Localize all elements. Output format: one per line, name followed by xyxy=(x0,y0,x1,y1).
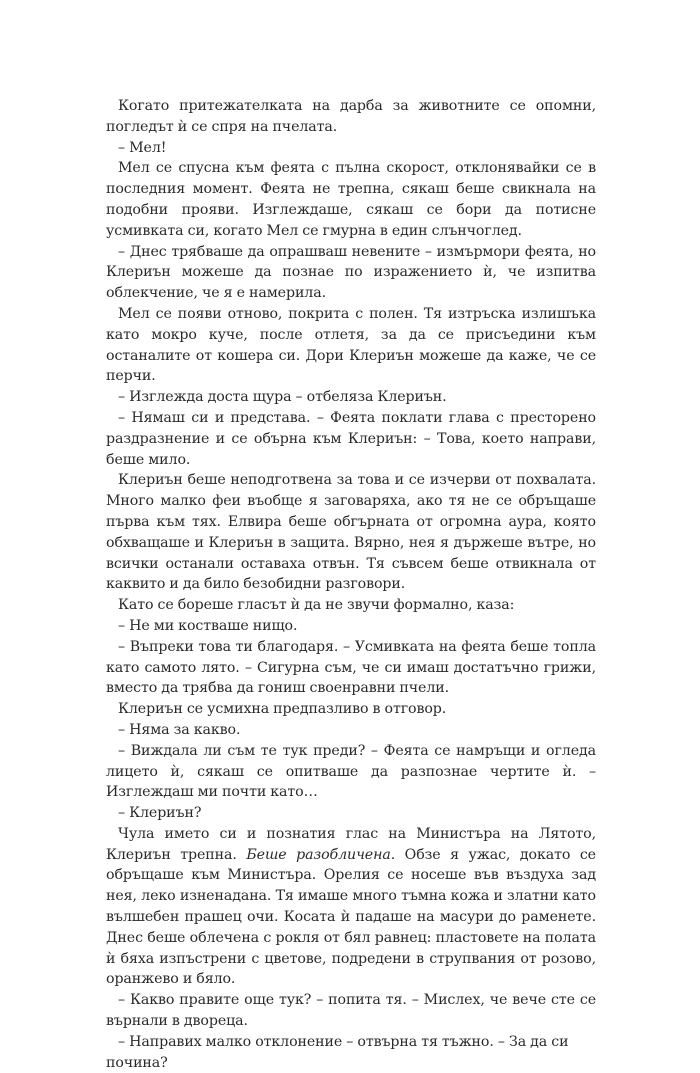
paragraph: Клериън беше неподготвена за това и се изчерви от похвалата. Много малко феи въобще я заговаряха, ако тя не се обръщаше първа към тях. Елвира беше обгърната от огромна аура, която обхващаше и Клериън в защита. Вярно, нея я държеше вътре, но всички останали оставаха отвън. Тя съвсем беше отвикнала от каквито и да било безобидни разговори. xyxy=(106,472,596,593)
paragraph: – Направих малко отклонение – отвърна тя тъжно. – За да си почина? xyxy=(106,1033,569,1071)
paragraph: – Какво правите още тук? – попита тя. – Мислех, че вече сте се върнали в двореца. xyxy=(106,992,596,1030)
paragraph: – Изглежда доста щура – отбеляза Клериън. xyxy=(118,389,447,406)
text-span: Обзе я ужас, докато се обръщаше към Министъра. Орелия се носеше във въздуха зад нея, леко изненадана. Тя имаше много тъмна кожа и златни като вълшебен прашец очи. Косата ѝ падаше на масури до раменете. Днес беше облечена с рокля от бял равнец: пластовете на полата ѝ бяха изпъстрени с цветове, подредени в струпвания от розово, оранжево и бяло. xyxy=(106,846,596,988)
paragraph: Мел се появи отново, покрита с полен. Тя изтръска излишъка като мокро куче, после отлетя, за да се присъедини към останалите от кошера си. Дори Клериън можеше да каже, че се перчи. xyxy=(106,305,596,385)
paragraph: – Въпреки това ти благодаря. – Усмивката на феята беше топла като самото лято. – Сигурна съм, че си имаш достатъчно грижи, вместо да трябва да гониш своенравни пчели. xyxy=(106,638,596,697)
text-span: трепна. xyxy=(180,846,237,863)
paragraph: Когато притежателката на дарба за животните се опомни, погледът ѝ се спря на пчелата. xyxy=(106,98,596,135)
paragraph: – Нямаш си и представа. – Феята поклати глава с престорено раздразнение и се обърна към Клериън: – Това, което направи, беше мило. xyxy=(106,409,596,468)
text-span: Чула името си и познатия глас на Министъра на Лятото, Клериън xyxy=(106,825,596,863)
paragraph: – Няма за какво. xyxy=(118,721,241,738)
paragraph: – Не ми костваше нищо. xyxy=(118,617,298,634)
paragraph: Като се бореше гласът ѝ да не звучи формално, каза: xyxy=(118,597,515,614)
paragraph: Мел се спусна към феята с пълна скорост, отклонявайки се в последния момент. Феята не трепна, сякаш беше свикнала на подобни прояви. Изглеждаше, сякаш се бори да потисне усмивката си, когато Мел се гмурна в един слънчоглед. xyxy=(106,160,596,239)
paragraph: – Клериън? xyxy=(118,805,202,822)
paragraph: – Виждала ли съм те тук преди? – Феята се намръщи и огледа лицето ѝ, сякаш се опитваше да разпознае чертите ѝ. – Изглеждаш ми почти като… xyxy=(106,742,596,801)
italic-phrase: Беше разобличена. xyxy=(246,846,396,863)
paragraph: Клериън се усмихна предпазливо в отговор. xyxy=(118,701,447,718)
paragraph: – Днес трябваше да опрашваш невените – измърмори феята, но Клериън можеше да познае по изражението ѝ, че изпитва облекчение, че я е намерила. xyxy=(106,243,596,302)
paragraph-with-italic xyxy=(106,824,596,990)
page-text xyxy=(106,96,596,1073)
paragraph: – Мел! xyxy=(118,139,167,156)
